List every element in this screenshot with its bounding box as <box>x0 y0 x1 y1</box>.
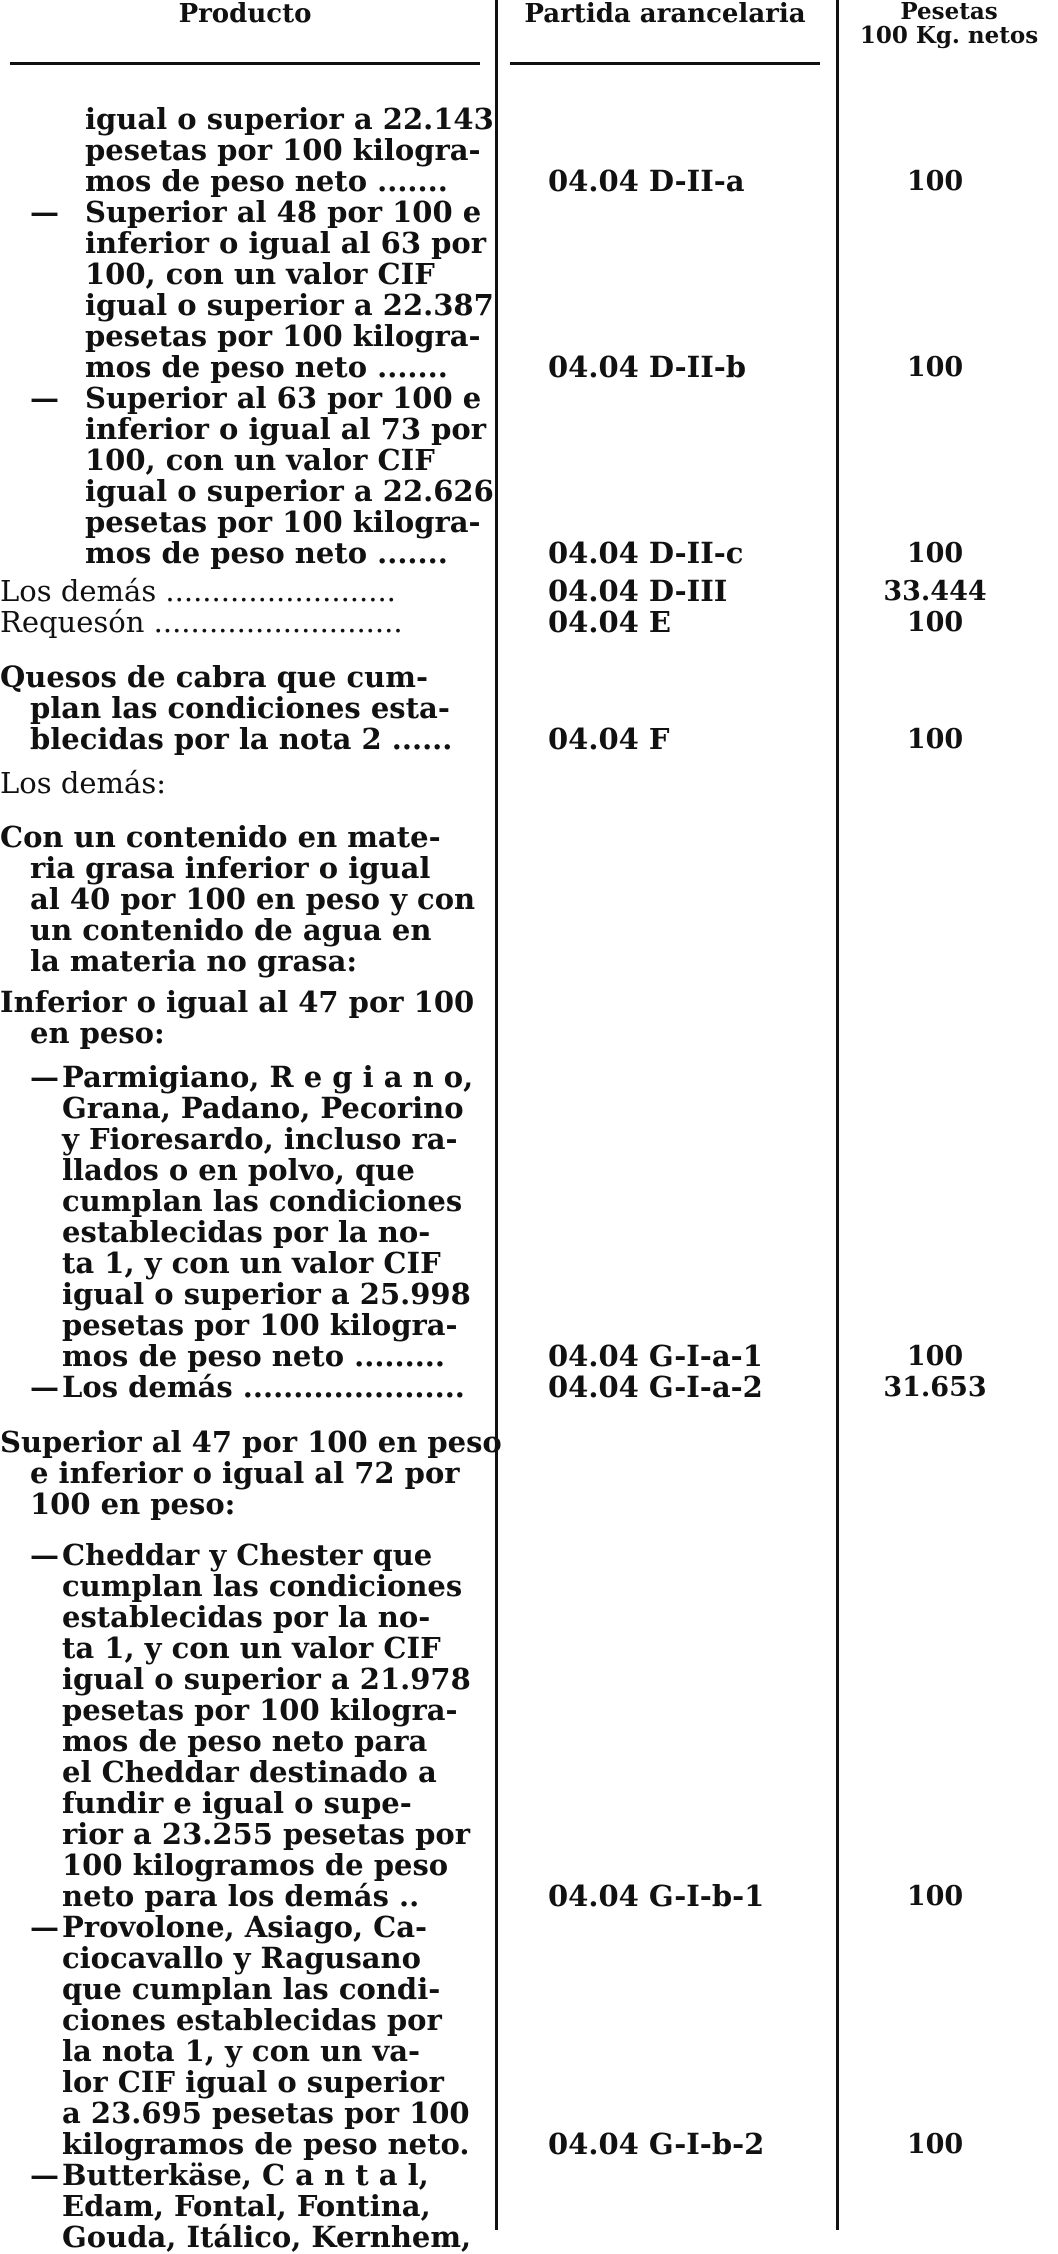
list-dash: — <box>30 1910 59 1944</box>
product-text-line: igual o superior a 25.998 <box>62 1277 471 1311</box>
product-text-line: ciones establecidas por <box>62 2003 442 2037</box>
tariff-code: 04.04 E <box>548 605 672 639</box>
header-rule-1 <box>10 62 480 65</box>
pesetas-value: 100 <box>906 1881 964 1912</box>
product-text-line: 100 en peso: <box>30 1487 236 1521</box>
product-text-line: inferior o igual al 63 por <box>85 226 487 260</box>
header-pesetas <box>840 0 1058 48</box>
list-dash: — <box>30 1538 59 1572</box>
pesetas-value: 100 <box>906 1341 964 1372</box>
list-dash: — <box>30 381 59 415</box>
product-text-line: mos de peso neto ....... <box>85 350 448 384</box>
product-text-line: igual o superior a 22.387 <box>85 288 494 322</box>
list-dash: — <box>30 2158 59 2192</box>
product-text-line: ria grasa inferior o igual <box>30 851 431 885</box>
product-text-line: un contenido de agua en <box>30 913 432 947</box>
header-producto: Producto <box>178 0 312 29</box>
column-divider-1 <box>495 0 498 2230</box>
product-text-line: Butterkäse, C a n t a l, <box>62 2158 429 2192</box>
product-text-line: mos de peso neto ......... <box>62 1339 446 1373</box>
product-text-line: Cheddar y Chester que <box>62 1538 433 1572</box>
product-text-line: cumplan las condiciones <box>62 1569 463 1603</box>
tariff-code: 04.04 G-I-b-2 <box>548 2127 765 2161</box>
pesetas-value: 31.653 <box>883 1372 987 1403</box>
product-text-line: pesetas por 100 kilogra- <box>62 1308 458 1342</box>
product-text-line: pesetas por 100 kilogra- <box>85 133 481 167</box>
product-text-line: Edam, Fontal, Fontina, <box>62 2189 431 2223</box>
product-text-line: Los demás ......................... <box>0 574 396 608</box>
product-text-line: que cumplan las condi- <box>62 1972 441 2006</box>
product-text-line: igual o superior a 22.626 <box>85 474 494 508</box>
product-text-line: rior a 23.255 pesetas por <box>62 1817 470 1851</box>
product-text-line: neto para los demás .. <box>62 1879 420 1913</box>
product-text-line: Los demás ...................... <box>62 1370 465 1404</box>
product-text-line: pesetas por 100 kilogra- <box>85 319 481 353</box>
product-text-line: Superior al 48 por 100 e <box>85 195 482 229</box>
product-text-line: Con un contenido en mate- <box>0 820 441 854</box>
product-text-line: 100, con un valor CIF <box>85 443 435 477</box>
product-text-line: al 40 por 100 en peso y con <box>30 882 476 916</box>
product-text-line: Requesón ........................... <box>0 605 403 639</box>
pesetas-value: 100 <box>906 2129 964 2160</box>
header-partida: Partida arancelaria <box>524 0 806 29</box>
list-dash: — <box>30 195 59 229</box>
product-text-line: a 23.695 pesetas por 100 <box>62 2096 470 2130</box>
product-text-line: mos de peso neto ....... <box>85 164 448 198</box>
product-text-line: Provolone, Asiago, Ca- <box>62 1910 428 1944</box>
product-text-line: pesetas por 100 kilogra- <box>85 505 481 539</box>
list-dash: — <box>30 1060 59 1094</box>
product-text-line: pesetas por 100 kilogra- <box>62 1693 458 1727</box>
tariff-code: 04.04 G-I-a-1 <box>548 1339 763 1373</box>
product-text-line: blecidas por la nota 2 ...... <box>30 722 453 756</box>
product-text-line: igual o superior a 22.143 <box>85 102 494 136</box>
product-text-line: la materia no grasa: <box>30 944 358 978</box>
header-rule-2 <box>510 62 820 65</box>
product-text-line: Grana, Padano, Pecorino <box>62 1091 464 1125</box>
product-text-line: fundir e igual o supe- <box>62 1786 412 1820</box>
tariff-code: 04.04 G-I-b-1 <box>548 1879 765 1913</box>
product-text-line: llados o en polvo, que <box>62 1153 415 1187</box>
tariff-code: 04.04 D-II-c <box>548 536 744 570</box>
product-text-line: igual o superior a 21.978 <box>62 1662 471 1696</box>
pesetas-value: 100 <box>906 352 964 383</box>
product-text-line: ta 1, y con un valor CIF <box>62 1246 441 1280</box>
header-pesetas-line2: 100 Kg. netos <box>859 22 1039 49</box>
product-text-line: mos de peso neto ....... <box>85 536 448 570</box>
tariff-code: 04.04 D-II-a <box>548 164 745 198</box>
pesetas-value: 100 <box>906 166 964 197</box>
product-text-line: inferior o igual al 73 por <box>85 412 487 446</box>
product-text-line: ta 1, y con un valor CIF <box>62 1631 441 1665</box>
product-text-line: mos de peso neto para <box>62 1724 428 1758</box>
product-text-line: Gouda, Itálico, Kernhem, <box>62 2220 472 2254</box>
product-text-line: Superior al 47 por 100 en peso <box>0 1425 502 1459</box>
product-text-line: Los demás: <box>0 766 166 800</box>
product-text-line: e inferior o igual al 72 por <box>30 1456 460 1490</box>
product-text-line: Parmigiano, R e g i a n o, <box>62 1060 474 1094</box>
pesetas-value: 100 <box>906 607 964 638</box>
tariff-code: 04.04 G-I-a-2 <box>548 1370 763 1404</box>
pesetas-value: 100 <box>906 724 964 755</box>
product-text-line: Inferior o igual al 47 por 100 <box>0 985 475 1019</box>
product-text-line: la nota 1, y con un va- <box>62 2034 421 2068</box>
header-pesetas-line1: Pesetas <box>900 0 998 25</box>
product-text-line: el Cheddar destinado a <box>62 1755 437 1789</box>
product-text-line: en peso: <box>30 1016 165 1050</box>
product-text-line: 100 kilogramos de peso <box>62 1848 449 1882</box>
tariff-code: 04.04 F <box>548 722 670 756</box>
product-text-line: plan las condiciones esta- <box>30 691 450 725</box>
product-text-line: establecidas por la no- <box>62 1215 431 1249</box>
product-text-line: kilogramos de peso neto. <box>62 2127 470 2161</box>
list-dash: — <box>30 1370 59 1404</box>
product-text-line: cumplan las condiciones <box>62 1184 463 1218</box>
product-text-line: 100, con un valor CIF <box>85 257 435 291</box>
product-text-line: ciocavallo y Ragusano <box>62 1941 421 1975</box>
tariff-code: 04.04 D-II-b <box>548 350 747 384</box>
column-divider-2 <box>836 0 839 2230</box>
product-text-line: Superior al 63 por 100 e <box>85 381 482 415</box>
pesetas-value: 33.444 <box>883 576 987 607</box>
tariff-code: 04.04 D-III <box>548 574 728 608</box>
pesetas-value: 100 <box>906 538 964 569</box>
product-text-line: y Fioresardo, incluso ra- <box>62 1122 458 1156</box>
product-text-line: establecidas por la no- <box>62 1600 431 1634</box>
product-text-line: Quesos de cabra que cum- <box>0 660 428 694</box>
product-text-line: lor CIF igual o superior <box>62 2065 444 2099</box>
